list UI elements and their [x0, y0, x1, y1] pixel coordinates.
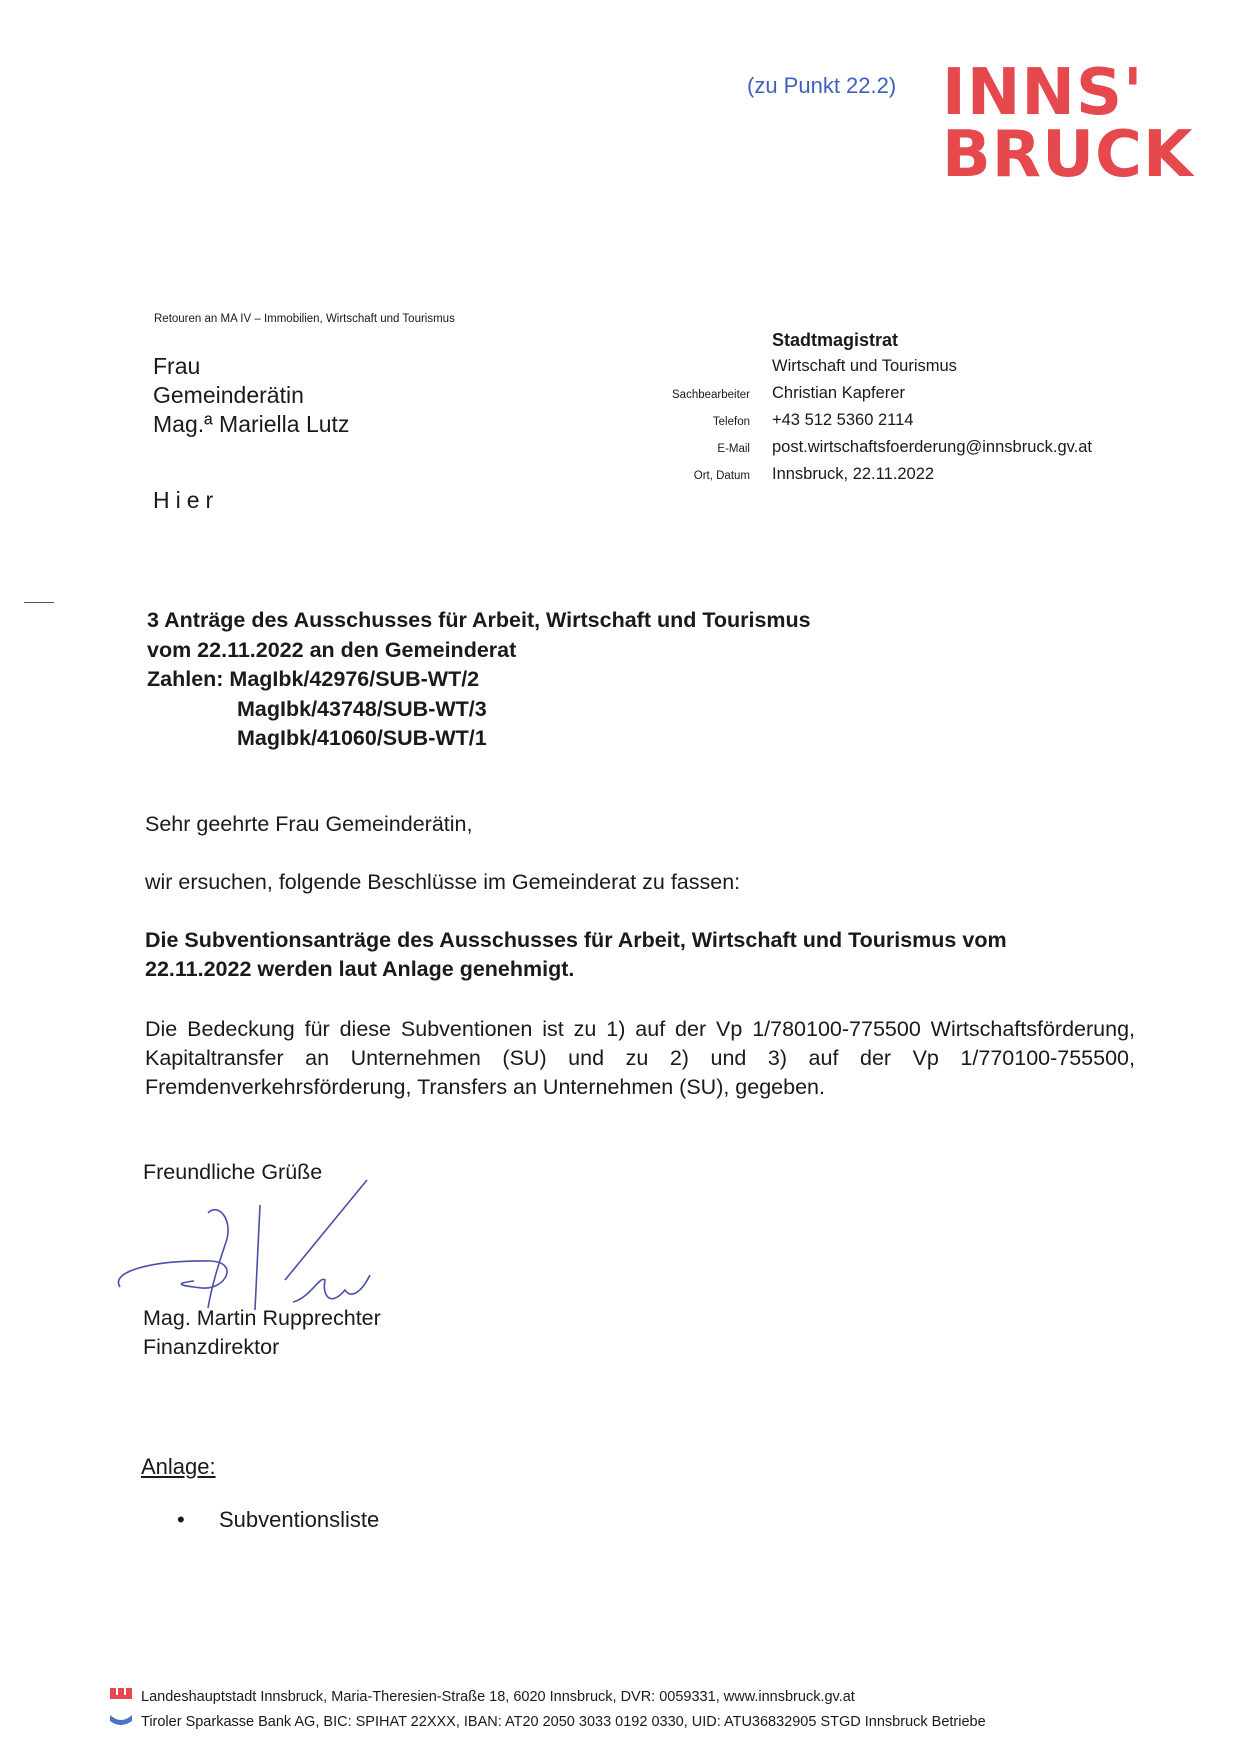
- coverage-paragraph: Die Bedeckung für diese Subventionen ist zu 1) auf der Vp 1/780100-775500 Wirtschaftsförderung, Kapitaltransfer an Unternehmen (SU) und zu 2) und 3) auf der Vp 1/770100-755500, Fremdenverkehrsförderung, Transfers an Unternehmen (SU), gegeben.: [145, 1017, 1135, 1099]
- attachment-item: [177, 1507, 379, 1533]
- footer-line-2: Tiroler Sparkasse Bank AG, BIC: SPIHAT 22XXX, IBAN: AT20 2050 3033 0192 0330, UID: ATU36832905 STGD Innsbruck Betriebe: [141, 1714, 986, 1730]
- sender-label: Telefon: [712, 416, 750, 428]
- sender-org: Stadtmagistrat: [772, 330, 899, 350]
- sender-block: [600, 330, 1160, 492]
- subject-line: MagIbk/41060/SUB-WT/1: [237, 726, 487, 750]
- attachment-item-label: Subventionsliste: [219, 1507, 380, 1532]
- sender-value: +43 512 5360 2114: [772, 411, 914, 429]
- sender-dept: Wirtschaft und Tourismus: [772, 357, 957, 375]
- logo-line-1: INNS': [942, 56, 1144, 130]
- subject-line: Zahlen: MagIbk/42976/SUB-WT/2: [147, 667, 480, 691]
- intro-paragraph: wir ersuchen, folgende Beschlüsse im Gemeinderat zu fassen:: [145, 870, 741, 894]
- footer-line-1: Landeshauptstadt Innsbruck, Maria-Theresien-Straße 18, 6020 Innsbruck, DVR: 0059331, www.innsbruck.gv.at: [141, 1689, 855, 1705]
- subject-line: MagIbk/43748/SUB-WT/3: [237, 696, 487, 721]
- recipient-line-3: Mag.ª Mariella Lutz: [153, 411, 350, 437]
- resolution-paragraph: Die Subventionsanträge des Ausschusses für Arbeit, Wirtschaft und Tourismus vom 22.11.2022 werden laut Anlage genehmigt.: [145, 928, 1007, 981]
- sender-value: Christian Kapferer: [772, 384, 905, 402]
- signatory: [143, 1304, 381, 1362]
- signatory-title: Finanzdirektor: [143, 1335, 280, 1359]
- signatory-name: Mag. Martin Rupprechter: [143, 1306, 381, 1330]
- recipient-address: [153, 352, 349, 439]
- subject-line: vom 22.11.2022 an den Gemeinderat: [147, 637, 517, 662]
- logo-line-2: BRUCK: [942, 118, 1194, 192]
- signature: [110, 1160, 430, 1325]
- recipient-line-2: Gemeinderätin: [153, 382, 304, 408]
- return-address: Retouren an MA IV – Immobilien, Wirtschaft und Tourismus: [154, 313, 455, 325]
- subject: [147, 606, 811, 754]
- closing: Freundliche Grüße: [143, 1160, 323, 1184]
- attachment-heading: Anlage:: [141, 1454, 216, 1479]
- sender-label: Sachbearbeiter: [672, 389, 750, 401]
- sender-email[interactable]: post.wirtschaftsfoerderung@innsbruck.gv.at: [772, 438, 1093, 456]
- bullet-icon: •: [177, 1507, 185, 1532]
- innsbruck-logo: [942, 56, 1194, 192]
- footer: [110, 1685, 986, 1735]
- fold-mark: [24, 602, 54, 603]
- subject-line: 3 Anträge des Ausschusses für Arbeit, Wirtschaft und Tourismus: [147, 608, 811, 632]
- recipient-location: Hier: [153, 487, 220, 513]
- agenda-reference: (zu Punkt 22.2): [747, 73, 897, 98]
- sender-label: E-Mail: [717, 443, 750, 455]
- recipient-line-1: Frau: [153, 353, 201, 379]
- salutation: Sehr geehrte Frau Gemeinderätin,: [145, 812, 473, 836]
- sender-label: Ort, Datum: [693, 470, 750, 482]
- sender-value: Innsbruck, 22.11.2022: [772, 465, 935, 483]
- city-emblem-icon: [109, 1685, 143, 1731]
